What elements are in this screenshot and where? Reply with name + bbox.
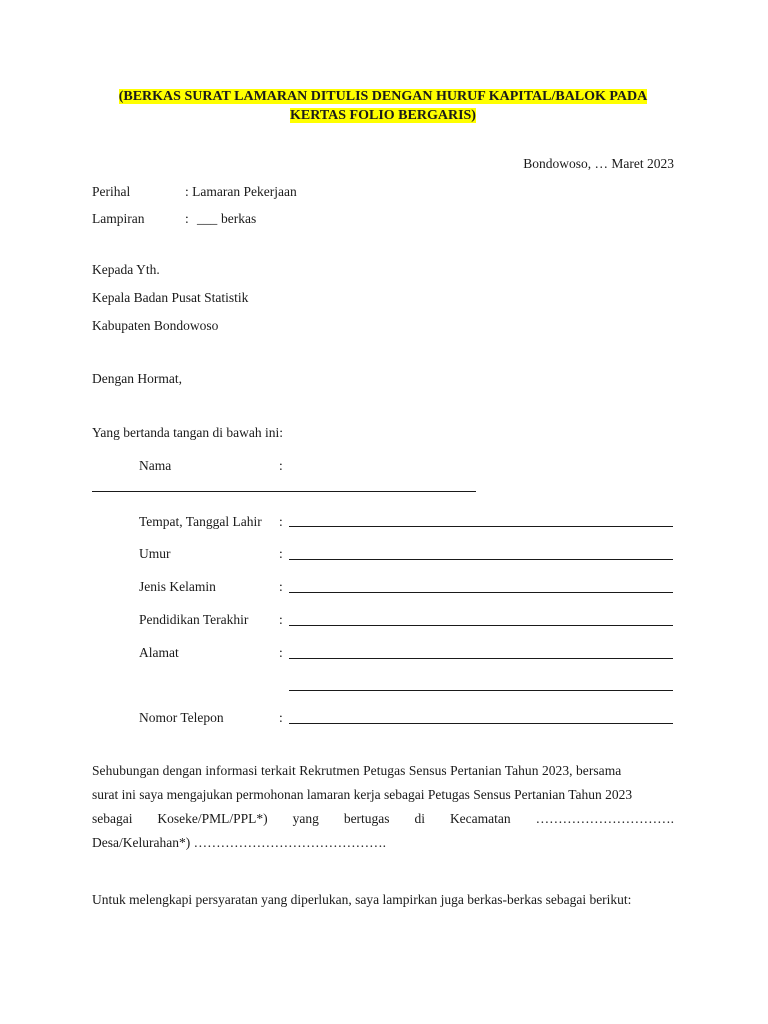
field-colon: :	[279, 710, 283, 725]
field-colon: :	[279, 458, 283, 473]
nama-fill-line	[92, 491, 476, 492]
para1-line2-text: surat ini saya mengajukan permohonan lamaran kerja sebagai Petugas Sensus Pertanian Tahun 2023	[92, 787, 633, 802]
para1-word: Kecamatan	[449, 811, 511, 826]
lampiran-label: Lampiran	[92, 211, 145, 226]
pendidikan-fill-line	[289, 625, 673, 626]
perihal-value: : Lamaran Pekerjaan	[185, 184, 297, 199]
body-paragraph-1-line-4: Desa/Kelurahan*) …………………………………….	[92, 835, 386, 850]
body-paragraph-2: Untuk melengkapi persyaratan yang diperlukan, saya lampirkan juga berkas-berkas sebagai berikut:	[92, 892, 632, 907]
para1-line1-text: Sehubungan dengan informasi terkait Rekrutmen Petugas Sensus Pertanian Tahun 2023, bersama	[92, 763, 622, 778]
body-paragraph-1-line-2	[92, 787, 674, 803]
field-label-nama: Nama	[139, 458, 172, 473]
lampiran-value: berkas	[221, 211, 257, 226]
field-colon: :	[279, 579, 283, 594]
body-paragraph-1-line-3	[92, 811, 674, 827]
telepon-fill-line	[289, 723, 673, 724]
recipient-line-2: Kepala Badan Pusat Statistik	[92, 290, 249, 305]
title-line-1: (BERKAS SURAT LAMARAN DITULIS DENGAN HURUF KAPITAL/BALOK PADA	[118, 89, 648, 104]
field-label-alamat: Alamat	[139, 645, 179, 660]
ttl-fill-line	[289, 526, 673, 527]
field-colon: :	[279, 612, 283, 627]
document-title	[92, 87, 674, 125]
alamat-fill-line-2	[289, 690, 673, 691]
recipient-line-3: Kabupaten Bondowoso	[92, 318, 219, 333]
field-label-telepon: Nomor Telepon	[139, 710, 224, 725]
greeting: Dengan Hormat,	[92, 371, 182, 386]
field-label-ttl: Tempat, Tanggal Lahir	[139, 514, 262, 529]
lampiran-blank: ___	[197, 211, 218, 226]
title-line-2: KERTAS FOLIO BERGARIS)	[290, 108, 476, 123]
jenis-kelamin-fill-line	[289, 592, 673, 593]
field-colon: :	[279, 514, 283, 529]
field-label-jenis-kelamin: Jenis Kelamin	[139, 579, 216, 594]
body-paragraph-1-line-1	[92, 763, 674, 779]
umur-fill-line	[289, 559, 673, 560]
perihal-label: Perihal	[92, 184, 131, 199]
letter-date: Bondowoso, … Maret 2023	[523, 156, 674, 171]
para1-word: sebagai	[92, 811, 133, 826]
field-colon: :	[279, 546, 283, 561]
intro-text: Yang bertanda tangan di bawah ini:	[92, 425, 283, 440]
field-label-pendidikan: Pendidikan Terakhir	[139, 612, 249, 627]
field-label-umur: Umur	[139, 546, 171, 561]
para1-word: ………………………….	[535, 811, 674, 826]
para1-word: bertugas	[343, 811, 390, 826]
para1-word: yang	[292, 811, 319, 826]
field-colon: :	[279, 645, 283, 660]
para1-word: Koseke/PML/PPL*)	[157, 811, 268, 826]
lampiran-colon: :	[185, 211, 189, 226]
alamat-fill-line-1	[289, 658, 673, 659]
recipient-line-1: Kepada Yth.	[92, 262, 160, 277]
para1-word: di	[414, 811, 425, 826]
